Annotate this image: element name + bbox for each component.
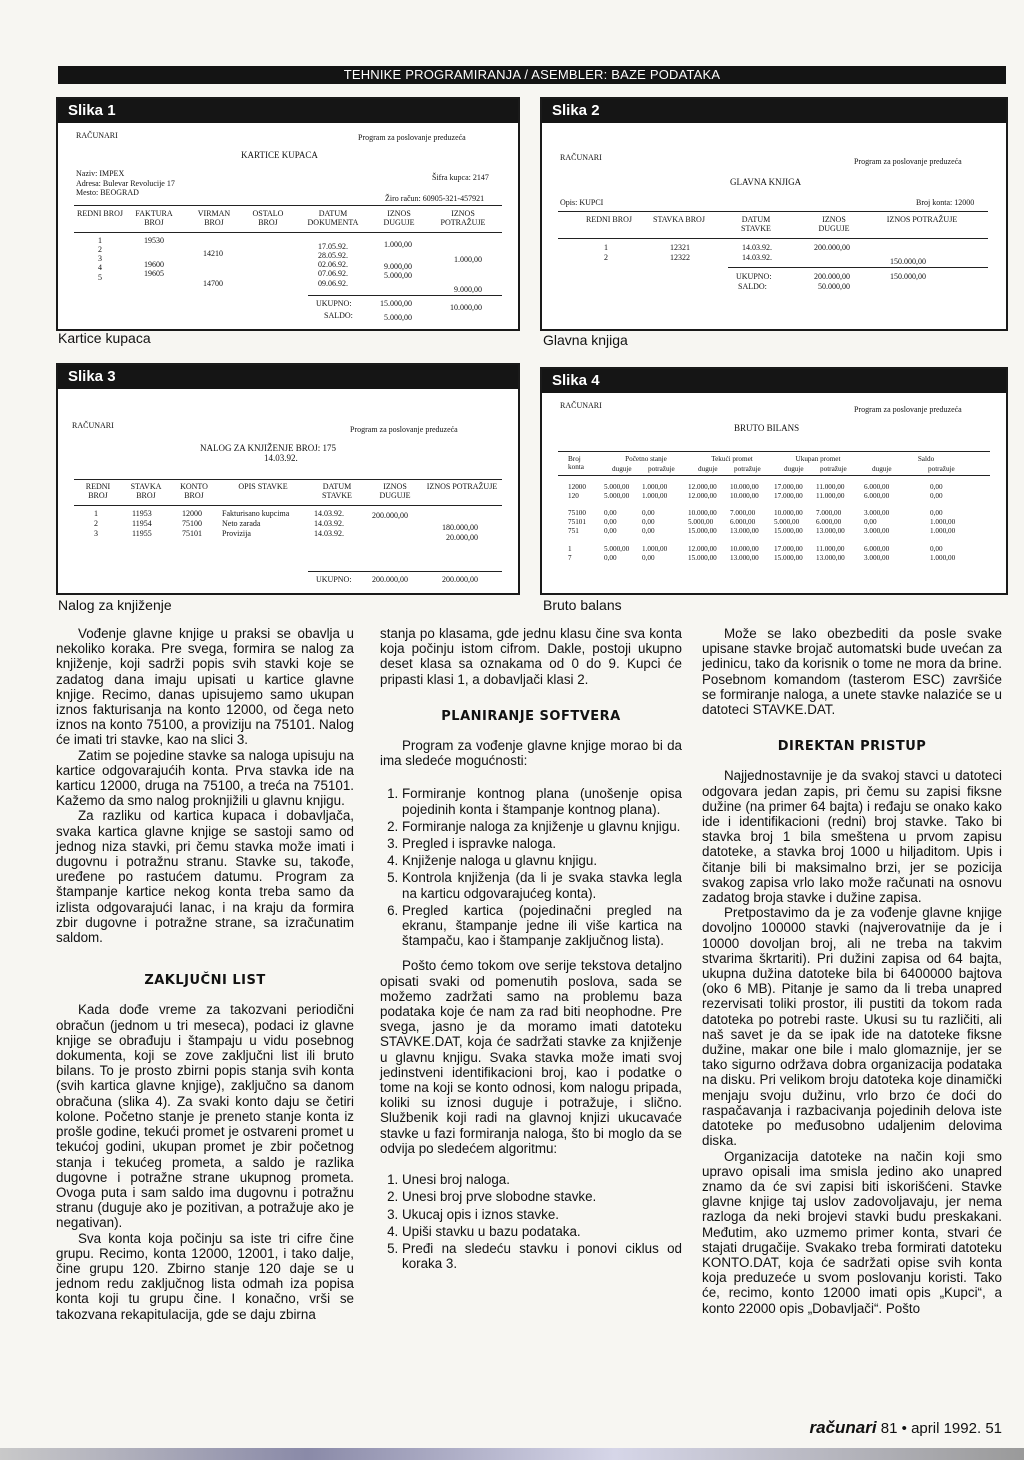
total-label: UKUPNO: (736, 272, 772, 281)
list-item: 4. Knjiženje naloga u glavnu knjigu. (402, 853, 682, 868)
paragraph: Najjednostavnije je da svakoj stavci u datoteci odgovara jedan zapis, pri čemu su zapisi fiksne dužine (na primer 64 bajta) i ređaju se onako kako ide i identifikacioni (redni) broj stavke. Tako bi stavka broj 1 bila smeštena u prvom zapisu datoteke, a stavka broj 1000 u hiljaditom. Upis i čitanje bili bi maksimalno brzi, jer se pozicija svakog zapisa vrlo lako može računati na osnovu zadatog broja stavke i dužine zapisa. (702, 768, 1002, 906)
list-item: 2. Formiranje naloga za knjiženje u glavnu knjigu. (402, 819, 682, 834)
cell: 3 (98, 254, 102, 263)
cell: 1.000,00 (454, 255, 482, 264)
paragraph: Može se lako obezbediti da posle svake upisane stavke brojač automatski bude uvećan za jedinicu, tako da korisnik o tome ne mora da brine. Posebnom komandom (tasterom ESC) završiće se formiranje naloga, a unete stavke nalaziće se u datoteci STAVKE.DAT. (702, 626, 1002, 718)
cell: 1.000,00 (642, 483, 668, 491)
figure-1 (56, 97, 520, 331)
cell: 0,00 (642, 509, 655, 517)
customer-code: Šifra kupca: 2147 (432, 173, 489, 182)
section-heading: PLANIRANJE SOFTVERA (441, 708, 621, 724)
customer-card-document (58, 123, 518, 329)
cell: 9.000,00 (384, 262, 412, 271)
cell: 751 (568, 527, 579, 535)
figure-caption: Bruto balans (543, 597, 622, 613)
cell: Provizija (222, 529, 251, 538)
total-debit: 200.000,00 (814, 272, 850, 281)
figure-caption: Kartice kupaca (58, 330, 151, 346)
text-column-3 (702, 626, 1002, 1316)
cell: 180.000,00 (442, 523, 478, 532)
cell: 5.000,00 (604, 545, 630, 553)
cell: 15.000,00 (688, 554, 717, 562)
issue-date: april 1992. (911, 1420, 982, 1437)
total-credit: 10.000,00 (450, 303, 482, 312)
cell: 12322 (670, 253, 690, 262)
cell: 12.000,00 (688, 492, 717, 500)
figure-caption: Nalog za knjiženje (58, 597, 172, 613)
cell: Neto zarada (222, 519, 261, 528)
col-header: IZNOS POTRAŽUJE (886, 215, 958, 224)
total-credit: 150.000,00 (890, 272, 926, 281)
cell: 19530 (144, 236, 164, 245)
col-header: REDNI BROJ (76, 209, 123, 218)
paragraph: Program za vođenje glavne knjige morao bi da ima sledeće mogućnosti: (380, 738, 682, 769)
cell: 75100 (568, 509, 586, 517)
cell: 02.06.92. (318, 260, 348, 269)
cell: 14.03.92. (742, 243, 772, 252)
document-title: KARTICE KUPACA (241, 150, 318, 160)
list-item: 2. Unesi broj prve slobodne stavke. (402, 1189, 682, 1204)
cell: 13.000,00 (816, 554, 845, 562)
cell: 200.000,00 (814, 243, 850, 252)
cell: 5.000,00 (688, 518, 714, 526)
cell: 6.000,00 (864, 483, 890, 491)
cell: 11.000,00 (816, 492, 845, 500)
cell: 14.03.92. (314, 509, 344, 518)
paragraph: Zatim se pojedine stavke sa naloga upisuju na kartice odgovarajućih konta. Prva stavka ide na karticu 12000, druga na 75100, a treća na 75101. Kažemo da smo nalog proknjižili u glavnu knjigu. (56, 747, 354, 809)
cell: 10.000,00 (730, 483, 759, 491)
cell: 75101 (182, 529, 202, 538)
section-heading: DIREKTAN PRISTUP (777, 739, 927, 755)
cell: 0,00 (604, 509, 617, 517)
scan-edge-strip (0, 1448, 1024, 1460)
cell: 3.000,00 (864, 509, 890, 517)
list-item: 5. Kontrola knjiženja (da li je svaka stavka legla na karticu odgovarajućeg konta). (402, 870, 682, 900)
cell: 13.000,00 (730, 527, 759, 535)
total-credit: 200.000,00 (442, 575, 478, 584)
col-header: REDNI BROJ (585, 215, 632, 224)
balance-label: SALDO: (324, 311, 353, 320)
cell: 15.000,00 (774, 554, 803, 562)
list-item: 4. Upiši stavku u bazu podataka. (402, 1224, 682, 1239)
cell: 17.000,00 (774, 492, 803, 500)
feature-list (380, 786, 682, 948)
cell: 5 (98, 273, 102, 282)
cell: 0,00 (930, 509, 943, 517)
company-name: RAČUNARI (72, 421, 114, 430)
col-header: IZNOS DUGUJE (818, 215, 850, 233)
cell: 19600 (144, 260, 164, 269)
col-header: Broj konta (568, 455, 584, 471)
section-heading: ZAKLJUČNI LIST (144, 973, 266, 989)
cell: 5.000,00 (604, 483, 630, 491)
cell: 2 (604, 253, 608, 262)
magazine-brand: računari (809, 1418, 877, 1437)
list-item: 5. Pređi na sledeću stavku i ponovi ciklus od koraka 3. (402, 1241, 682, 1271)
cell: 0,00 (604, 527, 617, 535)
program-name: Program za poslovanje preduzeća (350, 425, 458, 434)
section-header: TEHNIKE PROGRAMIRANJA / ASEMBLER: BAZE PODATAKA (58, 66, 1006, 84)
paragraph: Sva konta koja počinju sa iste tri cifre čine grupu. Recimo, konta 12000, 12001, i tako dalje, čine grupu 120. Zbirno stanje 120 daje se u jednom redu zaključnog lista odmah iza popisa konta koji tu grupu čine. I konačno, vrši se takozvana rekapitulacija, gde se daju zbirna (56, 1230, 354, 1322)
account-description: Opis: KUPCI (560, 198, 604, 207)
document-title: BRUTO BILANS (734, 423, 800, 433)
cell: 0,00 (930, 492, 943, 500)
customer-name: Naziv: IMPEX (76, 169, 125, 178)
col-header: DATUM DOKUMENTA (307, 209, 359, 227)
company-name: RAČUNARI (560, 401, 602, 410)
trial-balance-document (542, 393, 1006, 593)
cell: 13.000,00 (816, 527, 845, 535)
cell: 5.000,00 (384, 271, 412, 280)
cell: 12000 (182, 509, 202, 518)
cell: Fakturisano kupcima (222, 509, 290, 518)
col-header: DATUM STAVKE (741, 215, 771, 233)
cell: 0,00 (930, 483, 943, 491)
col-group-header: Saldo (917, 455, 935, 463)
cell: 17.000,00 (774, 545, 803, 553)
cell: 6.000,00 (864, 545, 890, 553)
col-header: FAKTURA BROJ (135, 209, 173, 227)
paragraph: Vođenje glavne knjige u praksi se obavlja u nekoliko koraka. Pre svega, formira se nalog za knjiženje, koji sadrži popis svih stavki koje se zadatog dana imaju upisati u kartice glavne knjige. Recimo, danas upisujemo samo ukupan iznos fakturisanja na konto 12000, od čega neto iznos na konto 75100, a proviziju na 75101. Nalog će imati tri stavke, kao na slici 3. (56, 626, 354, 748)
col-group-header: Tekući promet (711, 455, 753, 463)
page-footer (810, 1418, 1002, 1438)
cell: 5.000,00 (774, 518, 800, 526)
cell: 0,00 (864, 518, 877, 526)
col-sub-header: potražuje (648, 465, 675, 473)
cell: 17.000,00 (774, 483, 803, 491)
balance-value: 5.000,00 (384, 313, 412, 322)
cell: 75101 (568, 518, 586, 526)
col-sub-header: duguje (698, 465, 718, 473)
cell: 3.000,00 (864, 554, 890, 562)
cell: 6.000,00 (864, 492, 890, 500)
cell: 12.000,00 (688, 483, 717, 491)
cell: 11953 (132, 509, 152, 518)
cell: 10.000,00 (688, 509, 717, 517)
figure-2 (540, 97, 1008, 331)
cell: 1.000,00 (642, 545, 668, 553)
col-sub-header: potražuje (928, 465, 955, 473)
cell: 3 (94, 529, 98, 538)
figure-title: Slika 3 (58, 365, 518, 389)
cell: 3.000,00 (864, 527, 890, 535)
total-label: UKUPNO: (316, 299, 352, 308)
balance-value: 50.000,00 (818, 282, 850, 291)
figure-4 (540, 367, 1008, 595)
cell: 14700 (203, 279, 223, 288)
program-name: Program za poslovanje preduzeća (854, 157, 962, 166)
col-header: REDNI BROJ (85, 482, 111, 500)
cell: 1 (94, 509, 98, 518)
col-group-header: Početno stanje (625, 455, 667, 463)
col-header: IZNOS POTRAŽUJE (440, 209, 486, 227)
bank-account: Žiro račun: 60905-321-457921 (385, 194, 485, 203)
cell: 200.000,00 (372, 511, 408, 520)
bullet-separator: • (901, 1420, 907, 1437)
cell: 1.000,00 (930, 518, 956, 526)
list-item: 6. Pregled kartica (pojedinačni pregled na ekranu, štampanje jedne ili više kartica na štampaču, kao i štampanje zaključnog lista). (402, 903, 682, 949)
cell: 20.000,00 (446, 533, 478, 542)
cell: 1.000,00 (930, 554, 956, 562)
col-header: VIRMAN BROJ (197, 209, 231, 227)
col-sub-header: potražuje (820, 465, 847, 473)
col-header: IZNOS DUGUJE (383, 209, 415, 227)
cell: 0,00 (604, 554, 617, 562)
general-ledger-document (542, 123, 1006, 329)
list-item: 3. Pregled i ispravke naloga. (402, 836, 682, 851)
cell: 11955 (132, 529, 152, 538)
cell: 6.000,00 (816, 518, 842, 526)
cell: 12000 (568, 483, 586, 491)
list-item: 3. Ukucaj opis i iznos stavke. (402, 1207, 682, 1222)
cell: 15.000,00 (688, 527, 717, 535)
cell: 1 (604, 243, 608, 252)
cell: 13.000,00 (730, 554, 759, 562)
cell: 11.000,00 (816, 483, 845, 491)
cell: 10.000,00 (730, 545, 759, 553)
cell: 7.000,00 (730, 509, 756, 517)
list-item: 1. Unesi broj naloga. (402, 1172, 682, 1187)
cell: 4 (98, 263, 102, 272)
cell: 150.000,00 (890, 257, 926, 266)
cell: 09.06.92. (318, 279, 348, 288)
figure-3 (56, 363, 520, 595)
cell: 0,00 (604, 518, 617, 526)
cell: 0,00 (642, 518, 655, 526)
page-number: 51 (985, 1420, 1002, 1437)
cell: 1.000,00 (384, 240, 412, 249)
cell: 14210 (203, 249, 223, 258)
cell: 12.000,00 (688, 545, 717, 553)
figure-title: Slika 4 (542, 369, 1006, 393)
algorithm-list (380, 1172, 682, 1271)
issue-number: 81 (880, 1420, 898, 1437)
total-debit: 15.000,00 (380, 299, 412, 308)
total-debit: 200.000,00 (372, 575, 408, 584)
list-item: 1. Formiranje kontnog plana (unošenje opisa pojedinih konta i štampanje kontnog plana). (402, 786, 682, 816)
cell: 10.000,00 (730, 492, 759, 500)
col-sub-header: potražuje (734, 465, 761, 473)
cell: 15.000,00 (774, 527, 803, 535)
col-sub-header: duguje (872, 465, 892, 473)
cell: 14.03.92. (314, 519, 344, 528)
col-group-header: Ukupan promet (795, 455, 841, 463)
cell: 1.000,00 (642, 492, 668, 500)
cell: 14.03.92. (314, 529, 344, 538)
figure-title: Slika 2 (542, 99, 1006, 123)
paragraph: Za razliku od kartica kupaca i dobavljača, svaka kartica glavne knjige se sastoji samo od jednog niza stavki, pri čemu stavka može imati i dugovnu i potražnu stranu. Stavke su, takođe, uređene po rastućem datumu. Program za štampanje kartice nekog konta treba samo da izlista odgovarajući lanac, i na kraju da formira zbir dugovne i potražne strane, sa izračunatim saldom. (56, 808, 354, 946)
cell: 10.000,00 (774, 509, 803, 517)
paragraph: Pošto ćemo tokom ove serije tekstova detaljno opisati svaki od pomenutih poslova, sada se možemo zadržati samo na problemu baza podataka koje će nam za rad biti neophodne. Pre svega, jasno je da moramo imati datoteku STAVKE.DAT, koja će sadržati stavke za knjiženje u glavnu knjigu. Svaka stavka može imati svoj jedinstveni identifikacioni broj, kao i podatke o tome na koji se konto odnosi, kom nalogu pripada, koliki su iznosi duguje i potražuje, i slično. Službenik koji radi na glavnoj knjizi ukucavaće stavke u fazi formiranja naloga, što bi moglo da se odvija po sledećem algoritmu: (380, 958, 682, 1156)
cell: 6.000,00 (730, 518, 756, 526)
text-column-2 (380, 626, 682, 1281)
posting-order-document (58, 389, 518, 593)
document-title: GLAVNA KNJIGA (730, 177, 802, 187)
document-date: 14.03.92. (264, 453, 298, 463)
col-header: OSTALO BROJ (252, 209, 284, 227)
cell: 1 (568, 545, 572, 553)
paragraph: Organizacija datoteke na način koji smo upravo opisali ima smisla jedino ako unapred znamo da će svi zapisi biti iskorišćeni. Stavke glavne knjige taj uslov zadovoljavaju, jer nema razloga da neki brojevi stavki budu preskakani. Međutim, ako uzmemo primer konta, stvari će stajati drugačije. Svakako treba formirati datoteku KONTO.DAT, koja će sadržati opise svih konta koja preduzeće u svom poslovanju koristi. Tako će, recimo, konto 12000 imati opis „Kupci“, a konto 22000 opis „Dobavljači“. Pošto (702, 1148, 1002, 1316)
customer-address: Adresa: Bulevar Revolucije 17 (76, 179, 175, 188)
company-name: RAČUNARI (560, 153, 602, 162)
cell: 1 (98, 236, 102, 245)
figure-caption: Glavna knjiga (543, 332, 628, 348)
col-header: OPIS STAVKE (238, 482, 288, 491)
paragraph: Kada dođe vreme za takozvani periodični obračun (jednom u tri meseca), podaci iz glavne knjige se obrađuju i štampaju u vidu posebnog dokumenta, koji se zove zaključni list ili bruto bilans. To je prosto zbirni popis stanja svih konta (svih kartica glavne knjige), zaključno sa danom obračuna (slika 4). Za svaki konto daju se četiri kolone. Početno stanje je preneto stanje konta iz prošle godine, tekući promet je ostvareni promet u tekućoj godini, ukupan promet je zbir početnog stanja i tekućeg prometa, a saldo je razlika dugovne i potražne strane ukupnog prometa. Ovoga puta i sam saldo ima dugovnu i potražnu stranu (duguje ako je pozitivan, a potražuje ako je negativan). (56, 1002, 354, 1231)
cell: 17.05.92. (318, 242, 348, 251)
customer-city: Mesto: BEOGRAD (76, 188, 139, 197)
cell: 2 (94, 519, 98, 528)
figure-title: Slika 1 (58, 99, 518, 123)
cell: 19605 (144, 269, 164, 278)
col-header: KONTO BROJ (180, 482, 208, 500)
col-header: STAVKA BROJ (653, 215, 705, 224)
cell: 1.000,00 (930, 527, 956, 535)
paragraph: stanja po klasama, gde jednu klasu čine sva konta koja počinju istom cifrom. Dakle, postoji ukupno deset klasa sa oznakama od 0 do 9. Kupci će pripasti klasi 1, a dobavljači klasi 2. (380, 626, 682, 687)
col-header: DATUM STAVKE (322, 482, 352, 500)
col-sub-header: duguje (784, 465, 804, 473)
cell: 12321 (670, 243, 690, 252)
text-column-1 (56, 626, 354, 1322)
paragraph: Pretpostavimo da je za vođenje glavne knjige dovoljno 100000 stavki (najverovatnije da je i 10000 dovoljan broj, ali ne treba na takvim stvarima škrtariti). Pri dužini zapisa od 64 bajta, ukupna dužina datoteke bila bi 6400000 bajtova (oko 6 MB). Pitanje je samo da li treba unapred rezervisati toliki prostor, ili pustiti da tokom rada datoteka po potrebi raste. Ukusi su tu različiti, ali naš savet je da se ipak ide na datoteke fiksne dužine, makar one bile i malo glomaznije, jer se tako sigurno održava dobra organizacija podataka na disku. Pri velikom broju datoteka koje dinamički menjaju svoju dužinu, vrlo brzo će doći do raspačavanja i razbacivanja pojedinih delova iste datoteke po međusobno udaljenim delovima diska. (702, 905, 1002, 1149)
cell: 7.000,00 (816, 509, 842, 517)
col-header: STAVKA BROJ (130, 482, 162, 500)
cell: 7 (568, 554, 572, 562)
cell: 0,00 (930, 545, 943, 553)
cell: 2 (98, 245, 102, 254)
cell: 14.03.92. (742, 253, 772, 262)
total-label: UKUPNO: (316, 575, 352, 584)
cell: 120 (568, 492, 579, 500)
cell: 28.05.92. (318, 251, 348, 260)
cell: 75100 (182, 519, 202, 528)
col-header: IZNOS POTRAŽUJE (426, 482, 498, 491)
company-name: RAČUNARI (76, 131, 118, 140)
col-sub-header: duguje (612, 465, 632, 473)
balance-label: SALDO: (738, 282, 767, 291)
cell: 07.06.92. (318, 269, 348, 278)
cell: 11954 (132, 519, 152, 528)
program-name: Program za poslovanje preduzeća (358, 133, 466, 142)
cell: 0,00 (642, 554, 655, 562)
cell: 9.000,00 (454, 285, 482, 294)
cell: 5.000,00 (604, 492, 630, 500)
col-header: IZNOS DUGUJE (379, 482, 411, 500)
cell: 11.000,00 (816, 545, 845, 553)
program-name: Program za poslovanje preduzeća (854, 405, 962, 414)
cell: 0,00 (642, 527, 655, 535)
account-number: Broj konta: 12000 (916, 198, 975, 207)
document-title: NALOG ZA KNJIŽENJE BROJ: 175 (200, 443, 336, 453)
